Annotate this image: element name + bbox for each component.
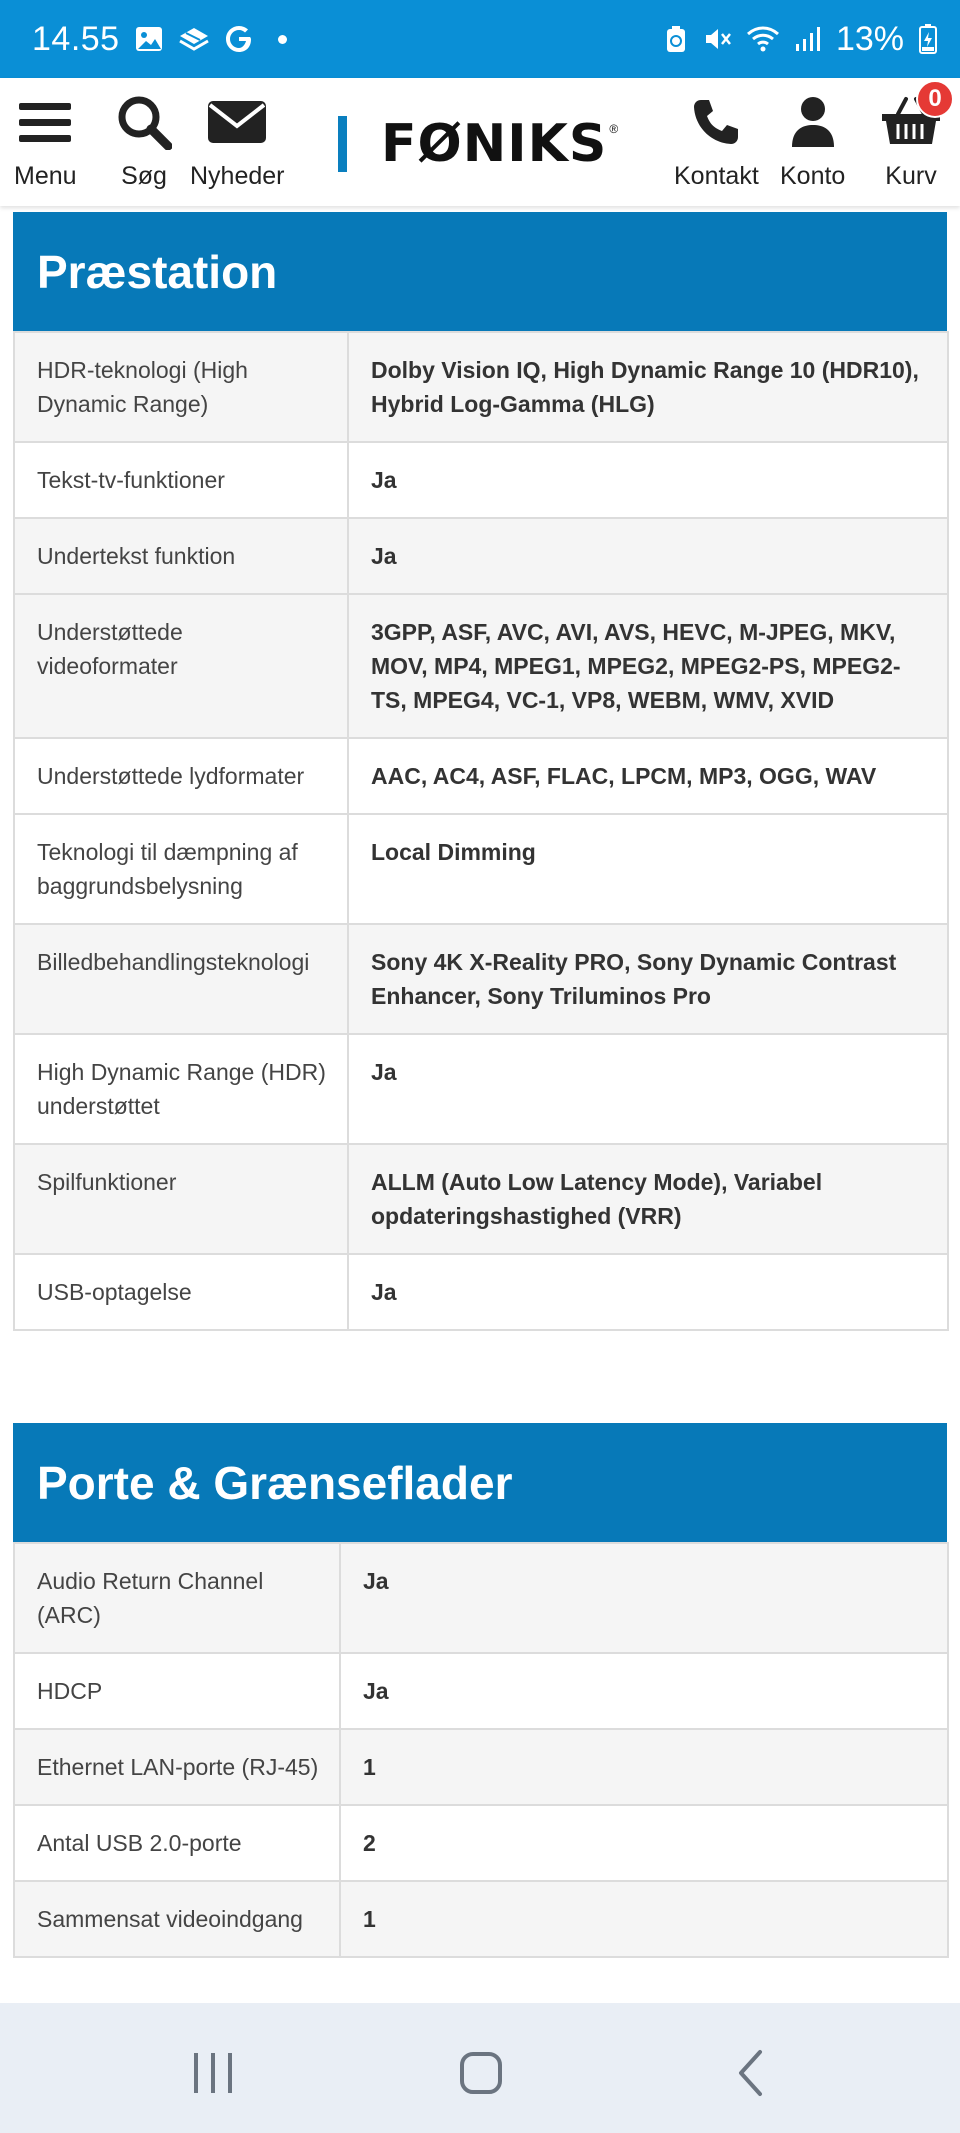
battery-percent: 13% [835,19,904,58]
table-row [14,1729,948,1805]
recent-apps-button[interactable] [183,2043,243,2103]
basket-icon [880,85,942,156]
spec-value: Ja [348,1034,948,1144]
hamburger-icon [17,88,73,156]
table-row [14,814,948,924]
spec-key: HDR-teknologi (High Dynamic Range) [14,332,348,442]
phone-icon [691,88,741,156]
wifi-icon [746,24,780,54]
battery-saver-icon [664,24,688,54]
spec-key: HDCP [14,1653,340,1729]
status-right [664,20,938,59]
spec-key: Teknologi til dæmpning af baggrundsbelysning [14,814,348,924]
spec-value: Sony 4K X-Reality PRO, Sony Dynamic Contrast Enhancer, Sony Triluminos Pro [348,924,948,1034]
menu-label: Menu [14,162,77,190]
spec-key: Billedbehandlingsteknologi [14,924,348,1034]
table-row [14,1881,948,1957]
table-row [14,442,948,518]
table-row [14,594,948,738]
spec-value: Ja [348,1254,948,1330]
status-time: 14.55 [32,19,120,58]
table-row [14,1254,948,1330]
home-button[interactable] [451,2043,511,2103]
logo-registered-mark: ® [609,122,619,136]
ports-section [13,1423,947,1958]
spec-value: AAC, AC4, ASF, FLAC, LPCM, MP3, OGG, WAV [348,738,948,814]
notification-dot [278,35,287,44]
envelope-icon [206,88,268,156]
spec-value: Ja [340,1653,948,1729]
spec-key: USB-optagelse [14,1254,348,1330]
spec-value: 3GPP, ASF, AVC, AVI, AVS, HEVC, M-JPEG, MKV, MOV, MP4, MPEG1, MPEG2, MPEG2-PS, MPEG2-TS, MPEG4, VC-1, VP8, WEBM, WMV, XVID [348,594,948,738]
battery-icon [918,23,938,55]
mute-icon [702,24,732,54]
spec-key: Spilfunktioner [14,1144,348,1254]
table-row [14,738,948,814]
spec-value: 2 [340,1805,948,1881]
spec-key: Understøttede lydformater [14,738,348,814]
cart-label: Kurv [885,162,937,190]
news-label: Nyheder [190,162,285,190]
spec-key: Understøttede videoformater [14,594,348,738]
stack-icon [178,24,210,54]
cart-count-badge: 0 [916,80,954,118]
search-label: Søg [121,162,167,190]
table-row [14,924,948,1034]
spec-value: ALLM (Auto Low Latency Mode), Variabel opdateringshastighed (VRR) [348,1144,948,1254]
table-row [14,1653,948,1729]
table-row [14,1034,948,1144]
section-title: Porte & Grænseflader [13,1423,947,1542]
spec-key: Tekst-tv-funktioner [14,442,348,518]
spec-value: Ja [340,1543,948,1653]
home-icon [458,2050,504,2096]
spec-value: Dolby Vision IQ, High Dynamic Range 10 (HDR10), Hybrid Log-Gamma (HLG) [348,332,948,442]
spec-value: Ja [348,442,948,518]
google-icon [224,24,254,54]
spec-key: Undertekst funktion [14,518,348,594]
user-icon [789,88,837,156]
table-row [14,332,948,442]
back-button[interactable] [720,2043,780,2103]
logo-bar [338,116,347,172]
news-button[interactable] [190,88,285,191]
spec-value: Local Dimming [348,814,948,924]
specs-table [13,331,949,1331]
search-button[interactable] [116,88,172,191]
spec-key: High Dynamic Range (HDR) understøttet [14,1034,348,1144]
specs-table [13,1542,949,1958]
foniks-logo[interactable] [338,116,618,172]
spec-key: Ethernet LAN-porte (RJ-45) [14,1729,340,1805]
status-bar [0,0,960,78]
table-row [14,1543,948,1653]
table-row [14,1805,948,1881]
performance-section [13,212,947,1331]
spec-key: Sammensat videoindgang [14,1881,340,1957]
table-row [14,518,948,594]
spec-key: Antal USB 2.0-porte [14,1805,340,1881]
account-button[interactable] [780,88,845,191]
recent-apps-icon [190,2051,236,2095]
table-row [14,1144,948,1254]
app-header [0,78,960,206]
spec-value: 1 [340,1881,948,1957]
spec-key: Audio Return Channel (ARC) [14,1543,340,1653]
menu-button[interactable] [14,88,77,191]
gallery-icon [134,24,164,54]
spec-value: 1 [340,1729,948,1805]
contact-button[interactable] [674,88,759,191]
spec-value: Ja [348,518,948,594]
signal-icon [794,24,822,54]
logo-text: FØNIKS [381,114,608,174]
section-title: Præstation [13,212,947,331]
search-icon [116,88,172,156]
system-nav-bar [0,2003,960,2133]
account-label: Konto [780,162,846,190]
status-left [32,20,287,59]
back-icon [735,2049,765,2097]
cart-button[interactable] [880,85,942,191]
contact-label: Kontakt [674,162,759,190]
